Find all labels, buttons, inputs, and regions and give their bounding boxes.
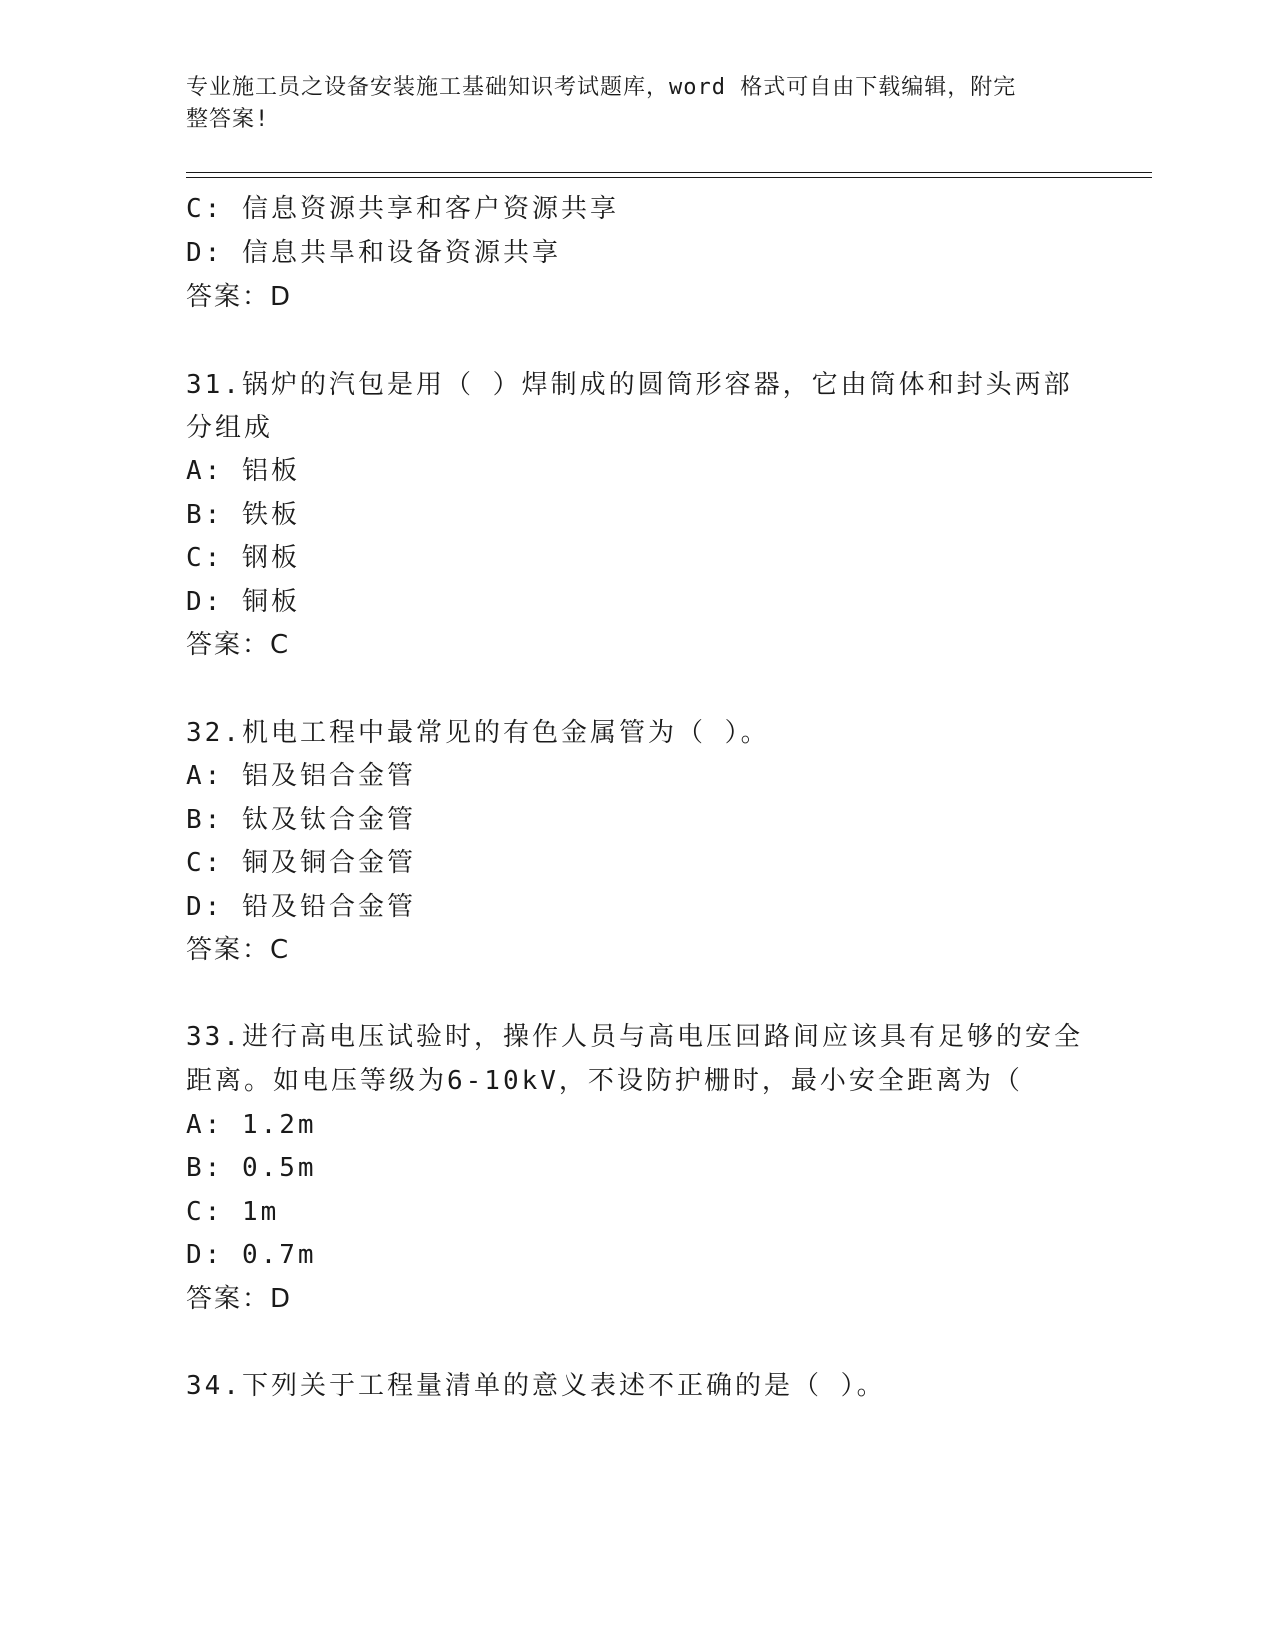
q33-stem-line-2: 距离。如电压等级为6-10kV，不设防护栅时，最小安全距离为（ (186, 1066, 1023, 1096)
q31-option-a: A: 铝板 (186, 456, 300, 486)
q34-stem: 34.下列关于工程量清单的意义表述不正确的是（ ）。 (186, 1371, 886, 1401)
q32-stem: 32.机电工程中最常见的有色金属管为（ ）。 (186, 718, 770, 748)
q33-option-a: A: 1.2m (186, 1110, 317, 1140)
q32-option-a: A: 铝及铝合金管 (186, 761, 416, 791)
q30-option-d: D: 信息共旱和设备资源共享 (186, 238, 561, 268)
q31-stem-line-1: 31.锅炉的汽包是用（ ）焊制成的圆筒形容器，它由筒体和封头两部 (186, 370, 1073, 400)
q31-option-b: B: 铁板 (186, 500, 300, 530)
q32-option-d: D: 铅及铅合金管 (186, 892, 416, 922)
q31-option-c: C: 钢板 (186, 543, 300, 573)
header-rule-bottom (186, 177, 1152, 178)
header-line-1: 专业施工员之设备安装施工基础知识考试题库，word 格式可自由下载编辑，附完 (186, 75, 1017, 100)
q32-answer: 答案：C (186, 935, 291, 965)
q33-option-b: B: 0.5m (186, 1153, 317, 1183)
q33-option-c: C: 1m (186, 1197, 280, 1227)
q30-answer: 答案：D (186, 282, 293, 312)
q31-stem-line-2: 分组成 (186, 413, 274, 443)
header-rule-top (186, 172, 1152, 173)
q32-option-b: B: 钛及钛合金管 (186, 805, 416, 835)
q33-option-d: D: 0.7m (186, 1240, 317, 1270)
q31-answer: 答案：C (186, 630, 291, 660)
q33-stem-line-1: 33.进行高电压试验时，操作人员与高电压回路间应该具有足够的安全 (186, 1022, 1083, 1052)
header-line-2: 整答案! (186, 107, 270, 132)
q31-option-d: D: 铜板 (186, 587, 300, 617)
q32-option-c: C: 铜及铜合金管 (186, 848, 416, 878)
document-header (186, 72, 1066, 136)
q33-answer: 答案：D (186, 1284, 293, 1314)
q30-option-c: C: 信息资源共享和客户资源共享 (186, 194, 619, 224)
